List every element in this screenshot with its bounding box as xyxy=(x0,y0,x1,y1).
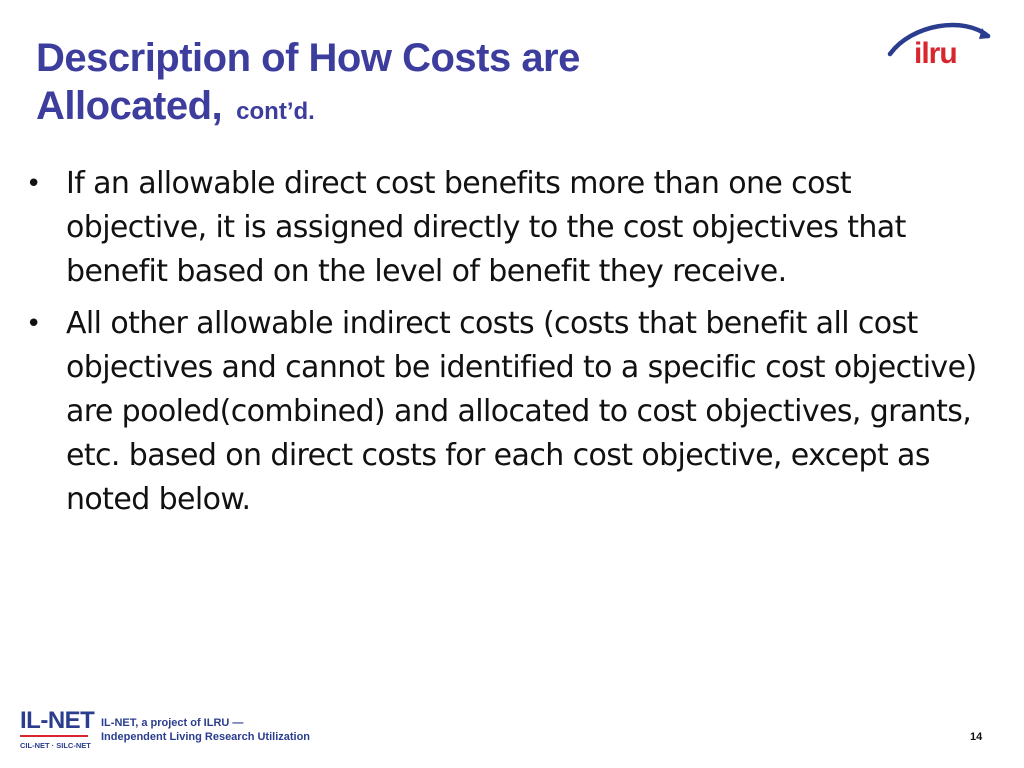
title-contd: cont’d. xyxy=(236,98,315,125)
logo-text: ilru xyxy=(914,37,957,70)
il-net-logo xyxy=(20,708,100,754)
bullet-text-1: If an allowable direct cost benefits more than one cost objective, it is assigned directly to the cost objectives that benefit based on the level of benefit they receive. xyxy=(66,166,906,289)
bullet-list xyxy=(22,162,982,530)
il-net-brand: IL-NET xyxy=(20,707,95,734)
page-number: 14 xyxy=(970,731,983,743)
il-net-subbrand: CIL-NET · SILC-NET xyxy=(20,741,91,750)
bullet-item-1 xyxy=(22,162,982,294)
footer-line-2: Independent Living Research Utilization xyxy=(101,731,311,743)
footer-line-1: IL-NET, a project of ILRU — xyxy=(101,717,244,729)
slide-title xyxy=(36,34,876,136)
footer-description xyxy=(101,716,310,744)
ilru-logo xyxy=(884,14,994,78)
bullet-text-2: All other allowable indirect costs (costs that benefit all cost objectives and cannot be identified to a specific cost objective) are pooled(combined) and allocated to cost objectives, grants, etc. based on direct costs for each cost objective, except as noted below. xyxy=(66,306,977,517)
bullet-dot-icon: • xyxy=(26,169,41,199)
bullet-dot-icon: • xyxy=(26,309,41,339)
title-allocated: Allocated, xyxy=(36,84,223,128)
il-net-divider xyxy=(20,735,88,737)
bullet-item-2 xyxy=(22,302,982,522)
title-line-2 xyxy=(36,82,876,136)
title-line-1: Description of How Costs are xyxy=(36,36,580,80)
